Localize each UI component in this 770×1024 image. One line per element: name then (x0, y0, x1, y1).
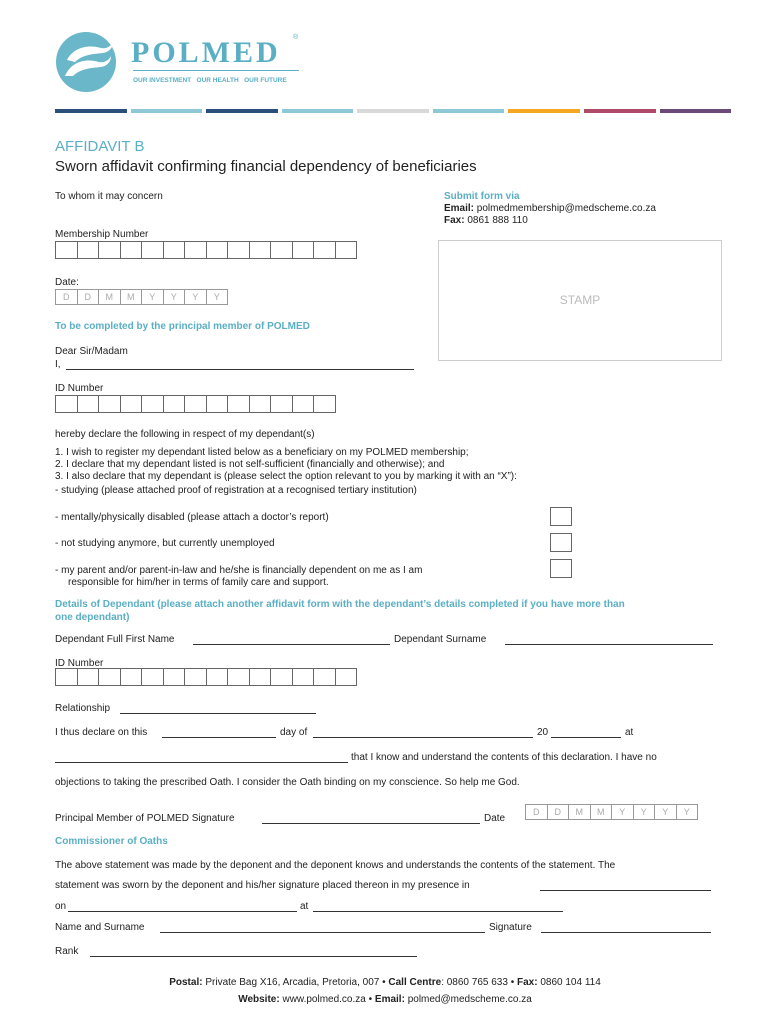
registered-mark: ® (293, 34, 299, 41)
date-digit-box[interactable]: Y (141, 289, 164, 305)
dependant-id-digit-box[interactable] (163, 668, 186, 686)
commissioner-line1: The above statement was made by the deponent and the deponent knows and understands the contents of the statement. The (55, 860, 616, 871)
membership-digit-box[interactable] (55, 241, 78, 259)
color-bar (508, 109, 580, 113)
date-digit-box[interactable]: Y (184, 289, 207, 305)
year-prefix: 20 (537, 727, 549, 738)
declaration-item-2: 2. I declare that my dependant listed is not self-sufficient (financially and otherwise); and (55, 459, 445, 470)
principal-heading: To be completed by the principal member of POLMED (55, 321, 310, 332)
membership-digit-box[interactable] (313, 241, 336, 259)
date-digit-box[interactable]: D (525, 804, 548, 820)
id-digit-box[interactable] (77, 395, 100, 413)
commissioner-signature-field[interactable] (541, 921, 711, 933)
color-bar (282, 109, 354, 113)
color-bar (660, 109, 732, 113)
name-surname-label: Name and Surname (55, 922, 145, 933)
know-text: that I know and understand the contents of this declaration. I have no (351, 752, 657, 763)
date-digit-box[interactable]: M (98, 289, 121, 305)
membership-digit-box[interactable] (270, 241, 293, 259)
at-label: at (625, 727, 634, 738)
page-title: AFFIDAVIT B (55, 138, 145, 155)
id-digit-box[interactable] (55, 395, 78, 413)
date-label: Date: (55, 277, 79, 288)
date-digit-box[interactable]: M (568, 804, 591, 820)
relationship-label: Relationship (55, 703, 111, 714)
brand-tagline: OUR INVESTMENT OUR HEALTH OUR FUTURE (133, 77, 287, 84)
membership-digit-box[interactable] (98, 241, 121, 259)
declaration-item-1: 1. I wish to register my dependant listed below as a beneficiary on my POLMED membership; (55, 447, 469, 458)
footer-postal: Private Bag X16, Arcadia, Pretoria, 007 • (202, 977, 389, 988)
id-digit-box[interactable] (313, 395, 336, 413)
principal-id-boxes[interactable] (55, 395, 336, 413)
membership-digit-box[interactable] (335, 241, 358, 259)
option-parent: - my parent and/or parent-in-law and he/she is financially dependent on me as I am (55, 565, 423, 576)
date-digit-box[interactable]: D (547, 804, 570, 820)
year-field[interactable] (551, 726, 621, 738)
logo-divider (133, 70, 299, 71)
surname-label: Dependant Surname (394, 634, 487, 645)
id-digit-box[interactable] (163, 395, 186, 413)
date-digit-box[interactable]: Y (163, 289, 186, 305)
id-label: ID Number (55, 383, 104, 394)
id-digit-box[interactable] (98, 395, 121, 413)
date-digit-box[interactable]: M (590, 804, 613, 820)
dependant-id-digit-box[interactable] (184, 668, 207, 686)
brand-name: POLMED (131, 36, 281, 69)
commissioner-on-field[interactable] (68, 900, 297, 912)
id-digit-box[interactable] (270, 395, 293, 413)
rank-label: Rank (55, 946, 79, 957)
fax-label: Fax: (444, 215, 465, 226)
first-name-label: Dependant Full First Name (55, 634, 175, 645)
dependant-id-digit-box[interactable] (55, 668, 78, 686)
footer-fax: 0860 104 114 (537, 977, 601, 988)
commissioner-heading: Commissioner of Oaths (55, 836, 168, 847)
signature-field[interactable] (262, 812, 480, 824)
footer-website-label: Website: (238, 994, 280, 1005)
first-name-field[interactable] (193, 633, 390, 645)
id-digit-box[interactable] (292, 395, 315, 413)
to-whom-text: To whom it may concern (55, 191, 163, 202)
declaration-item-3: 3. I also declare that my dependant is (please select the option relevant to you by marking it with an “X”): (55, 471, 517, 482)
footer-fax-label: Fax: (516, 977, 538, 988)
disabled-checkbox[interactable] (550, 507, 572, 526)
id-digit-box[interactable] (184, 395, 207, 413)
stamp-label: STAMP (559, 293, 601, 307)
dependant-id-digit-box[interactable] (292, 668, 315, 686)
dependant-id-boxes[interactable] (55, 668, 357, 686)
color-bar (131, 109, 203, 113)
footer-line2 (0, 993, 770, 1006)
email-value[interactable]: polmedmembership@medscheme.co.za (476, 203, 656, 214)
on-label: on (55, 901, 67, 912)
date-digit-box[interactable]: Y (654, 804, 677, 820)
membership-label: Membership Number (55, 229, 149, 240)
commissioner-line2: statement was sworn by the deponent and his/her signature placed thereon in my presence in (55, 880, 470, 891)
membership-digit-box[interactable] (292, 241, 315, 259)
commissioner-signature-label: Signature (489, 922, 532, 933)
relationship-field[interactable] (120, 702, 316, 714)
rank-field[interactable] (90, 945, 417, 957)
footer-line1 (0, 976, 770, 989)
membership-digit-box[interactable] (184, 241, 207, 259)
membership-digit-box[interactable] (227, 241, 250, 259)
commissioner-place-field[interactable] (540, 879, 711, 891)
dear-text: Dear Sir/Madam (55, 346, 128, 357)
dependant-heading: Details of Dependant (please attach another affidavit form with the dependant’s details completed if you have more than (55, 599, 625, 610)
option-unemployed: - not studying anymore, but currently unemployed (55, 538, 275, 549)
footer-call: : 0860 765 633 • (441, 977, 517, 988)
date-digit-box[interactable]: Y (611, 804, 634, 820)
footer-call-label: Call Centre (388, 977, 442, 988)
id-digit-box[interactable] (249, 395, 272, 413)
sign-date-label: Date (484, 813, 506, 824)
color-bar (584, 109, 656, 113)
id-digit-box[interactable] (120, 395, 143, 413)
color-bar (357, 109, 429, 113)
sign-date-boxes[interactable] (525, 804, 698, 820)
unemployed-checkbox[interactable] (550, 533, 572, 552)
membership-digit-box[interactable] (141, 241, 164, 259)
date-digit-box[interactable]: Y (206, 289, 229, 305)
dependant-id-digit-box[interactable] (313, 668, 336, 686)
page-subtitle: Sworn affidavit confirming financial dependency of beneficiaries (55, 158, 477, 175)
dependant-id-digit-box[interactable] (249, 668, 272, 686)
date-digit-box[interactable]: D (77, 289, 100, 305)
surname-field[interactable] (505, 633, 713, 645)
id-digit-box[interactable] (227, 395, 250, 413)
option-studying: - studying (please attached proof of registration at a recognised tertiary institution) (55, 485, 417, 496)
dependant-id-digit-box[interactable] (141, 668, 164, 686)
stamp-box (438, 240, 722, 361)
place-field[interactable] (55, 751, 348, 763)
declare-on-label: I thus declare on this (55, 727, 148, 738)
polmed-logo (53, 32, 303, 92)
color-bar (55, 109, 127, 113)
day-field[interactable] (162, 726, 276, 738)
email-label: Email: (444, 203, 475, 214)
month-field[interactable] (313, 726, 533, 738)
dependant-heading-cont: one dependant) (55, 612, 130, 623)
commissioner-name-field[interactable] (160, 921, 485, 933)
dependant-id-digit-box[interactable] (227, 668, 250, 686)
membership-digit-box[interactable] (120, 241, 143, 259)
color-bar (433, 109, 505, 113)
submit-heading: Submit form via (444, 191, 520, 202)
membership-digit-box[interactable] (77, 241, 100, 259)
dependant-id-digit-box[interactable] (120, 668, 143, 686)
color-bar (206, 109, 278, 113)
option-parent-cont: responsible for him/her in terms of family care and support. (68, 577, 329, 588)
submit-fax (444, 214, 528, 227)
dependant-id-digit-box[interactable] (270, 668, 293, 686)
membership-digit-box[interactable] (249, 241, 272, 259)
footer-website[interactable]: www.polmed.co.za • (279, 994, 375, 1005)
date-digit-box[interactable]: D (55, 289, 78, 305)
footer-postal-label: Postal: (169, 977, 203, 988)
date-boxes[interactable] (55, 289, 228, 305)
signature-label: Principal Member of POLMED Signature (55, 813, 235, 824)
option-disabled: - mentally/physically disabled (please attach a doctor’s report) (55, 512, 329, 523)
dependant-id-label: ID Number (55, 658, 104, 669)
principal-name-field[interactable] (66, 358, 414, 370)
date-digit-box[interactable]: Y (676, 804, 699, 820)
membership-number-boxes[interactable] (55, 241, 357, 259)
brand-color-bars (55, 109, 731, 113)
footer-email-label: Email: (374, 994, 405, 1005)
oath-text: objections to taking the prescribed Oath. I consider the Oath binding on my conscience. So help me God. (55, 777, 520, 788)
date-digit-box[interactable]: Y (633, 804, 656, 820)
footer-email[interactable]: polmed@medscheme.co.za (404, 994, 532, 1005)
dependant-id-digit-box[interactable] (206, 668, 229, 686)
fax-value: 0861 888 110 (467, 215, 528, 226)
membership-digit-box[interactable] (163, 241, 186, 259)
i-label: I, (55, 359, 61, 370)
dependant-id-digit-box[interactable] (77, 668, 100, 686)
id-digit-box[interactable] (141, 395, 164, 413)
membership-digit-box[interactable] (206, 241, 229, 259)
dependant-id-digit-box[interactable] (98, 668, 121, 686)
dependant-id-digit-box[interactable] (335, 668, 358, 686)
date-digit-box[interactable]: M (120, 289, 143, 305)
commissioner-at-label: at (300, 901, 309, 912)
dolphin-logo-icon (53, 32, 123, 92)
declare-text: hereby declare the following in respect of my dependant(s) (55, 429, 315, 440)
parent-checkbox[interactable] (550, 559, 572, 578)
day-of-label: day of (280, 727, 308, 738)
commissioner-at-field[interactable] (313, 900, 563, 912)
id-digit-box[interactable] (206, 395, 229, 413)
